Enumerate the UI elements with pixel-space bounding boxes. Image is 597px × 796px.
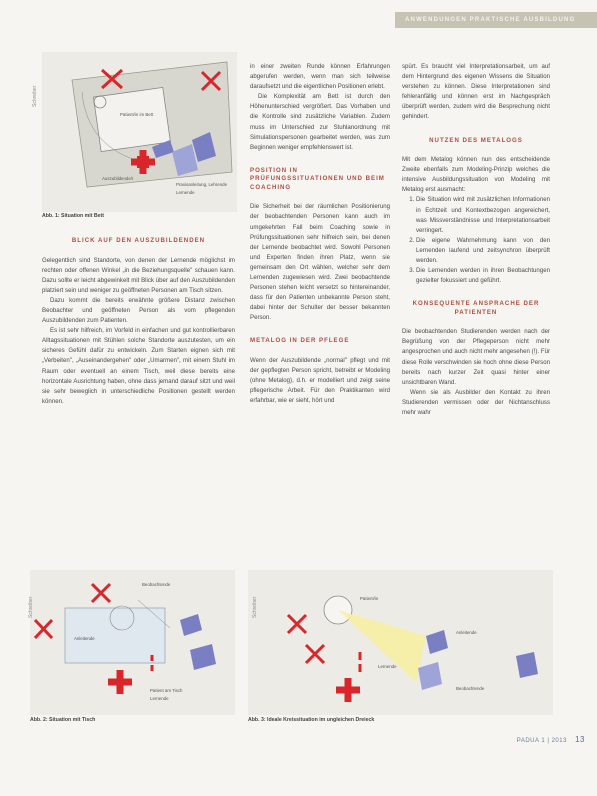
col1-paragraph: Dazu kommt die bereits erwähnte größere Distanz zwischen Beobachter und geöffneten Person als vom pflegenden Auszubildenden zum Patienten. bbox=[42, 296, 235, 325]
col3-paragraph: Mit dem Metalog können nun des entscheidende Zweite ebenfalls zum Modeling-Prinzip welches die intensive Ausbildungssituation von Modeling mit Metalog erst ausmacht: bbox=[402, 156, 550, 194]
col3-paragraph: Wenn sie als Ausbilder den Kontakt zu ihren Studierenden vermissen oder der Nichtanschluss mehr wahr bbox=[402, 388, 550, 417]
fig1-label-1: Patient/in im Bett bbox=[120, 112, 154, 117]
page-number: 13 bbox=[575, 735, 585, 744]
col2-paragraph: Die Komplexität am Bett ist durch den Höhenunterschied vergrößert. Das Vorhaben und die Kontrolle sind zusätzliche Variablen. Zudem muss im Unterschied zur Stuhlanordnung mit Simulationspersonen gearbeitet werden, was zum Beginnen weniger empfehlenswert ist. bbox=[250, 93, 390, 151]
fig2-label-1: Beobachtende bbox=[142, 582, 171, 587]
fig3-label-4: Beobachtende bbox=[456, 686, 485, 691]
col3-paragraph: spürt. Es braucht viel Interpretationsarbeit, um auf dem Hintergrund des eigenen Wissens die Situation verstehen zu können. Diese Interpretationen sind fehleranfällig und können erst im Nachgespräch überprüft werden, zudem wird die Besprechung nicht gehindert. bbox=[402, 63, 550, 121]
col2-paragraph: Die Sicherheit bei der räumlichen Positionierung der beobachtenden Personen kann auch im umgekehrten Fall beim Coaching sowie in Prüfungssituationen sehr hilfreich sein, bei denen der Lernende beobachtet wird. Sowohl Personen und Experten finden ihren Platz, wenn sie gemeinsam den Ort wählen, welcher sehr dem Lernenden zugewiesen wird. Zwei beobachtende Personen stehen leicht versetzt so hintereinander, dass für den Patienten unbekannte Person steht, dabei hinter der Schulter der besser bekannten Person. bbox=[250, 203, 390, 322]
section-header-text: ANWENDUNGEN PRAKTISCHE AUSBILDUNG bbox=[405, 17, 576, 23]
fig2-label-2: Anleitende bbox=[74, 636, 95, 641]
col3-list bbox=[402, 195, 550, 286]
column-1 bbox=[42, 237, 235, 407]
page-footer bbox=[517, 735, 585, 744]
col3-list-item: 2. Die eigene Wahrnehmung kann von den Lernenden laufend und zeitsynchron überprüft werden. bbox=[416, 236, 550, 266]
section-header-band bbox=[395, 12, 597, 28]
col3-heading-2: KONSEQUENTE ANSPRACHE DER PATIENTEN bbox=[412, 300, 540, 316]
figure-2 bbox=[30, 570, 235, 715]
fig2-label-4: Lernende bbox=[150, 696, 169, 701]
col1-heading-1: BLICK AUF DEN AUSZUBILDENDEN bbox=[71, 237, 206, 244]
figure-3-diagram bbox=[248, 570, 553, 715]
figure-3-caption: Abb. 3: Ideale Kreissituation im ungleichen Dreieck bbox=[248, 717, 375, 723]
figure-2-diagram bbox=[30, 570, 235, 715]
journal-reference: PADUA 1 | 2013 bbox=[516, 738, 567, 744]
col1-paragraph: Gelegentlich sind Standorte, von denen der Lernende möglichst im rechten oder offenen Winkel „in die Beziehungsquelle" schauen kann. Dazu sollte er leicht abgewinkelt mit Blick über auf den Auszubildenden platziert sein und weniger zu geöffneten Personen am Tisch sitzen. bbox=[42, 256, 235, 294]
figure-3-side-label: Schreiber bbox=[252, 596, 258, 618]
col3-list-item: 3. Die Lernenden werden in ihren Beobachtungen gezielter fokussiert und geführt. bbox=[416, 266, 550, 286]
figure-1 bbox=[32, 52, 237, 212]
column-3 bbox=[402, 62, 550, 418]
figure-2-caption: Abb. 2: Situation mit Tisch bbox=[30, 717, 96, 723]
fig1-label-2: Auszubildende/r bbox=[102, 176, 134, 181]
col2-paragraph: in einer zweiten Runde können Erfahrungen abgerufen werden, wenn man sich teilweise daraufsetzt und die eigentlichen Positionen erlebt. bbox=[250, 63, 390, 91]
fig1-label-3: Praxisanleitung, Lehrende bbox=[176, 182, 228, 187]
col3-heading-1: NUTZEN DES METALOGS bbox=[429, 136, 523, 144]
col2-heading-2: METALOG IN DER PFLEGE bbox=[250, 337, 350, 345]
fig3-label-2: Anleitende bbox=[456, 630, 477, 635]
figure-1-side-label: Schreiber bbox=[32, 85, 38, 107]
figure-2-side-label: Schreiber bbox=[28, 596, 34, 618]
col3-paragraph: Die beobachtenden Studierenden werden nach der Begrüßung von der Pflegeperson nicht mehr angesprochen und auch nicht mehr angesehen (!). Für diese Rolle verschwinden sie hoch ohne diese Person bereits nach kurzer Zeit quasi hinter einer unsichtbaren Wand. bbox=[402, 328, 550, 386]
fig1-label-4: Lernende bbox=[176, 190, 195, 195]
fig3-label-3: Lernende bbox=[378, 664, 397, 669]
col1-paragraph: Es ist sehr hilfreich, im Vorfeld in einfachen und gut kontrollierbaren Alltagssituationen mit Stühlen solche Standorte auszutesten, um ein sicheres Gefühl dafür zu entwickeln. Zum Starten eignen sich mit „Verbeiten", „Auseinandergehen" oder „Umarmen", mit einem Stuhl im Raum oder eventuell an einem Tisch, weil diese bereits eine horizontale Ausrichtung haben, ohne dass jemand darauf sitzt und weil sie sehr beweglich in unterschiedliche Positionen gestellt werden können. bbox=[42, 327, 235, 405]
col2-heading-1: POSITION IN PRÜFUNGSSITUATIONEN UND BEIM COACHING bbox=[250, 166, 385, 191]
figure-1-diagram bbox=[42, 52, 237, 212]
figure-3 bbox=[248, 570, 553, 715]
figure-1-caption: Abb. 1: Situation mit Bett bbox=[42, 213, 104, 219]
fig3-label-1: Patient/in bbox=[360, 596, 379, 601]
column-2 bbox=[250, 62, 390, 406]
col2-paragraph: Wenn der Auszubildende „normal" pflegt und mit der gepflegten Person spricht, betreibt er Modeling (ohne Metalog), d.h. er modelliert und zeigt seine pflegerische Arbeit. Für den Praktikanten wird erfahrbar, wie er sieht, hört und bbox=[250, 356, 390, 405]
col3-list-item: 1. Die Situation wird mit zusätzlichen Informationen in Echtzeit und Kontextbezogen angereichert, was Missverständnisse und Interpretationsarbeit verringert. bbox=[416, 195, 550, 235]
fig2-label-3: Patient am Tisch bbox=[150, 688, 183, 693]
